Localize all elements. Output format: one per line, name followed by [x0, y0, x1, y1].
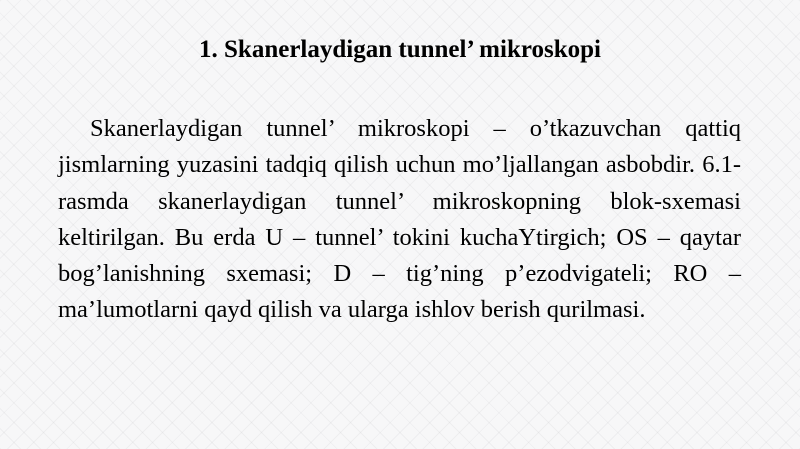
slide-title: 1. Skanerlaydigan tunnel’ mikroskopi — [199, 36, 601, 63]
body-paragraph: Skanerlaydigan tunnel’ mikroskopi – o’tkazuvchan qattiq jismlarning yuzasini tadqiq qilish uchun mo’ljallangan asbobdir. 6.1-rasmda skanerlaydigan tunnel’ mikroskopning blok-sxemasi keltirilgan. Bu erda U – tunnel’ tokini kuchaYtirgich; OS – qaytar bog’lanishning sxemasi; D – tig’ning p’ezodvigateli; RO – ma’lumotlarni qayd qilish va ularga ishlov berish qurilmasi. — [58, 115, 741, 324]
